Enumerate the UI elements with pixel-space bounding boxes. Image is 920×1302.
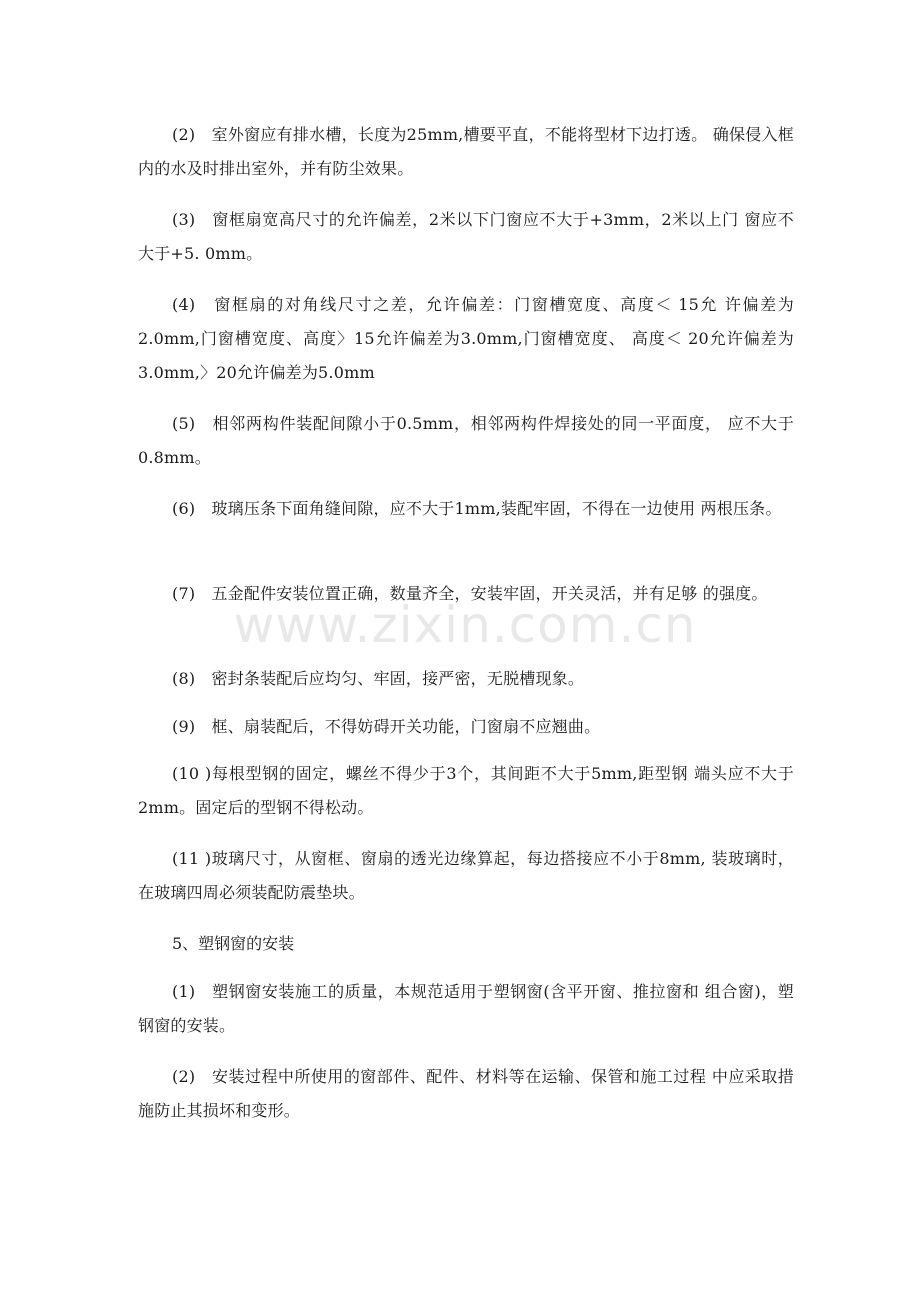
paragraph-item-11-glass-size: (11 )玻璃尺寸，从窗框、窗扇的透光边缘算起，每边搭接应不小于8mm, 装玻璃时，在玻璃四周必须装配防震垫块。 xyxy=(138,849,794,902)
paragraph-item-7-hardware: (7) 五金配件安装位置正确，数量齐全，安装牢固，开关灵活，并有足够 的强度。 xyxy=(172,584,768,603)
paragraph-item-4-diagonal-deviation: (4) 窗框扇的对角线尺寸之差，允许偏差：门窗槽宽度、高度＜ 15允 许偏差为2.0mm,门窗槽宽度、高度〉15允许偏差为3.0mm,门窗槽宽度、 高度＜ 20允许偏差为3.0mm,〉20允许偏差为5.0mm xyxy=(138,295,794,382)
paragraph-item-2-drainage: (2) 室外窗应有排水槽，长度为25mm,槽要平直，不能将型材下边打透。 确保侵入框内的水及时排出室外，并有防尘效果。 xyxy=(138,125,794,178)
paragraph-item-5-assembly-gap: (5) 相邻两构件装配间隙小于0.5mm，相邻两构件焊接处的同一平面度， 应不大于0.8mm。 xyxy=(138,414,794,467)
paragraph-item-10-steel-fixing: (10 )每根型钢的固定，螺丝不得少于3个，其间距不大于5mm,距型钢 端头应不大于2mm。固定后的型钢不得松动。 xyxy=(138,764,794,817)
watermark: www.zixin.com.cn xyxy=(233,596,697,654)
paragraph-item-6-glass-bead: (6) 玻璃压条下面角缝间隙，应不大于1mm,装配牢固，不得在一边使用 两根压条。 xyxy=(172,499,782,518)
paragraph-item-3-size-deviation: (3) 窗框扇宽高尺寸的允许偏差，2米以下门窗应不大于+3mm，2米以上门 窗应不大于+5. 0mm。 xyxy=(138,210,794,263)
paragraph-item-9-frame-sash: (9) 框、扇装配后，不得妨碍开关功能，门窗扇不应翘曲。 xyxy=(172,717,601,736)
section-heading: 5、塑钢窗的安装 xyxy=(172,934,295,953)
paragraph-item-8-seal-strip: (8) 密封条装配后应均匀、牢固，接严密，无脱槽现象。 xyxy=(172,669,585,688)
section-paragraph-2-protection: (2) 安装过程中所使用的窗部件、配件、材料等在运输、保管和施工过程 中应采取措施防止其损坏和变形。 xyxy=(138,1067,794,1120)
section-paragraph-1-scope: (1) 塑钢窗安装施工的质量，本规范适用于塑钢窗(含平开窗、推拉窗和 组合窗)，塑钢窗的安装。 xyxy=(138,982,794,1035)
